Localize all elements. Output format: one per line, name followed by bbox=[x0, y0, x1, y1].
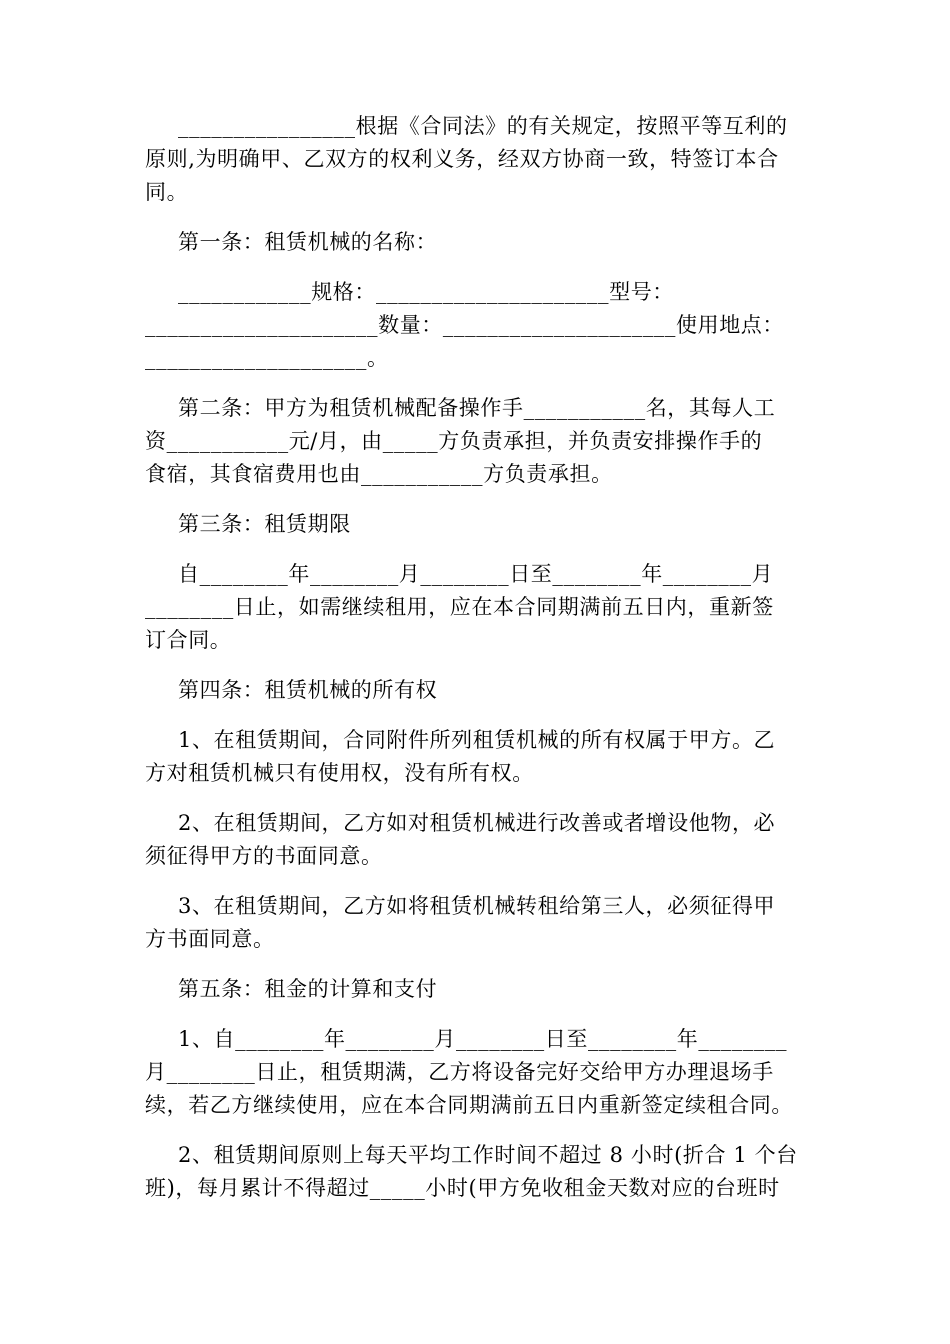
article-4-item-2-line-1: 2、在租赁期间，乙方如对租赁机械进行改善或者增设他物，必 bbox=[178, 811, 776, 835]
intro-line-1: ________________根据《合同法》的有关规定，按照平等互利的 bbox=[178, 114, 788, 138]
intro-line-3: 同。 bbox=[145, 180, 189, 204]
article-2-line-1: 第二条：甲方为租赁机械配备操作手___________名，其每人工 bbox=[178, 396, 776, 420]
article-1-line-1: ____________规格：_____________________型号： bbox=[178, 280, 674, 304]
article-4-item-3-line-2: 方书面同意。 bbox=[145, 927, 275, 951]
article-4-item-2-line-2: 须征得甲方的书面同意。 bbox=[145, 844, 383, 868]
intro-line-2: 原则,为明确甲、乙双方的权利义务，经双方协商一致，特签订本合 bbox=[145, 147, 779, 171]
article-1-heading: 第一条：租赁机械的名称： bbox=[178, 230, 438, 254]
article-3-line-2: ________日止，如需继续租用，应在本合同期满前五日内，重新签 bbox=[145, 595, 774, 619]
article-3-line-1: 自________年________月________日至________年________月 bbox=[178, 562, 774, 586]
article-2-line-2: 资___________元/月，由_____方负责承担，并负责安排操作手的 bbox=[145, 429, 763, 453]
article-4-item-1-line-1: 1、在租赁期间，合同附件所列租赁机械的所有权属于甲方。乙 bbox=[178, 728, 776, 752]
article-4-item-1-line-2: 方对租赁机械只有使用权，没有所有权。 bbox=[145, 761, 534, 785]
article-5-item-1-line-1: 1、自________年________月________日至________年________ bbox=[178, 1027, 788, 1051]
article-4-heading: 第四条：租赁机械的所有权 bbox=[178, 678, 438, 702]
article-3-heading: 第三条：租赁期限 bbox=[178, 512, 351, 536]
article-5-item-1-line-3: 续，若乙方继续使用，应在本合同期满前五日内重新签定续租合同。 bbox=[145, 1093, 793, 1117]
article-4-item-3-line-1: 3、在租赁期间，乙方如将租赁机械转租给第三人，必须征得甲 bbox=[178, 894, 776, 918]
article-5-item-1-line-2: 月________日止，租赁期满，乙方将设备完好交给甲方办理退场手 bbox=[145, 1060, 774, 1084]
article-1-line-2: _____________________数量：_____________________使用地点： bbox=[145, 313, 784, 337]
article-2-line-3: 食宿，其食宿费用也由___________方负责承担。 bbox=[145, 462, 613, 486]
article-5-item-2-line-2: 班)，每月累计不得超过_____小时(甲方免收租金天数对应的台班时 bbox=[145, 1176, 780, 1200]
article-5-item-2-line-1: 2、租赁期间原则上每天平均工作时间不超过 8 小时(折合 1 个台 bbox=[178, 1143, 798, 1167]
article-3-line-3: 订合同。 bbox=[145, 628, 232, 652]
article-5-heading: 第五条：租金的计算和支付 bbox=[178, 977, 438, 1001]
article-1-line-3: ____________________。 bbox=[145, 346, 389, 370]
